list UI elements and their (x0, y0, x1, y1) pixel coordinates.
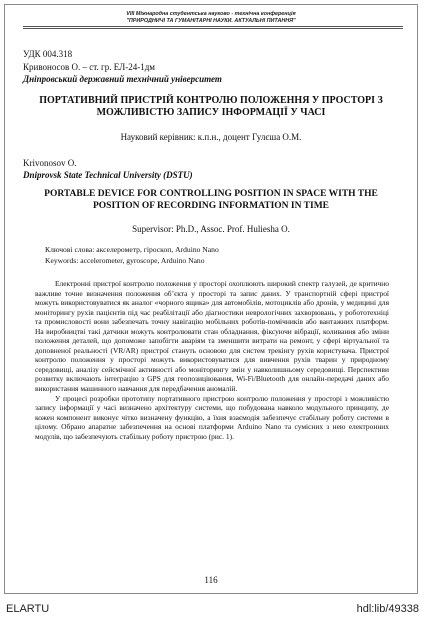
viewer-footer (0, 598, 424, 620)
supervisor-eng: Supervisor: Ph.D., Assoc. Prof. Huliesha O. (132, 224, 290, 234)
conference-line-2: "ПРИРОДНИЧІ ТА ГУМАНІТАРНІ НАУКИ. АКТУАЛЬНІ ПИТАННЯ" (126, 17, 296, 24)
udk-code: УДК 004.318 (23, 49, 73, 59)
body-text (35, 279, 389, 441)
author-eng: Krivonosov O. (23, 158, 77, 168)
document-page (4, 4, 418, 594)
university-ukr: Дніпровський державний технічний університет (23, 74, 222, 84)
page-number: 116 (204, 575, 218, 585)
header-rule-top (23, 26, 403, 27)
author-ukr: Кривоносов О. – ст. гр. ЕЛ-24-1дм (23, 62, 155, 72)
title-ukr: ПОРТАТИВНИЙ ПРИСТРІЙ КОНТРОЛЮ ПОЛОЖЕННЯ У ПРОСТОРІ З МОЖЛИВІСТЮ ЗАПИСУ ІНФОРМАЦІЇ У ЧАСІ (39, 95, 383, 118)
keywords-eng: Keywords: accelerometer, gyroscope, Arduino Nano (45, 256, 205, 265)
conference-header (5, 11, 417, 24)
title-eng: PORTABLE DEVICE FOR CONTROLLING POSITION IN SPACE WITH THE POSITION OF RECORDING INFORMATION IN TIME (44, 189, 378, 211)
conference-line-1: VIII Міжнародна студентська науково - технічна конференція (126, 11, 296, 17)
university-eng: Dniprovsk State Technical University (DSTU) (23, 170, 193, 180)
supervisor-ukr: Науковий керівник: к.п.н., доцент Гулєша О.М. (120, 132, 302, 142)
repository-label: ELARTU (6, 603, 50, 615)
body-paragraph-1: Електронні пристрої контролю положення у просторі охоплюють широкий спектр галузей, де критично важливе точне визначення положення об’єкта у просторі та запис даних. У транспортній сфері пристрої можуть використовуватися як аналог «чорного ящика» для автомобілів, мотоциклів або дронів, у медицині для моніторингу рухів пацієнтів під час реабілітації або діагностики неврологічних захворювань, у робототехніці та промисловості вони забезпечать точну навігацію мобільних роботів-помічників або вантажних платформ. На виробництві такі датчики можуть контролювати стан обладнання, фіксуючи вібрації, коливання або зміни положення деталей, що допоможе запобігти аваріям та зменшити витрати на ремонт, у сфері віртуальної та доповненої реальності (VR/AR) пристрої стануть основою для систем трекінгу рухів користувача. Пристрої контролю положення у просторі можуть використовуватися для вивчення рухів тварин у природному середовищі, аналізу сейсмічної активності або моніторингу змін у навколишньому середовищі. Перспективи розвитку включають інтеграцію з GPS для геопозиціювання, Wi-Fi/Bluetooth для онлайн-передачі даних або використання машинного навчання для передбачення аномалій. (35, 279, 389, 394)
keywords-ukr: Ключові слова: акселерометр, гіроскоп, Arduino Nano (45, 245, 219, 254)
body-paragraph-2: У процесі розробки прототипу портативного пристрою контролю положення у просторі з можливістю запису інформації у часі визначено архітектуру системи, що побудована навколо модульного принципу, де кожен компонент виконує чітко визначену функцію, а їхня взаємодія забезпечує стабільну роботу системи в цілому. Обрано апаратне забезпечення на основі платформи Arduino Nano та сумісних з нею електронних модулів, що забезпечують стабільну роботу пристрою (рис. 1). (35, 393, 389, 441)
header-rule-bottom (23, 28, 403, 29)
handle-label: hdl:lib/49338 (356, 603, 419, 615)
